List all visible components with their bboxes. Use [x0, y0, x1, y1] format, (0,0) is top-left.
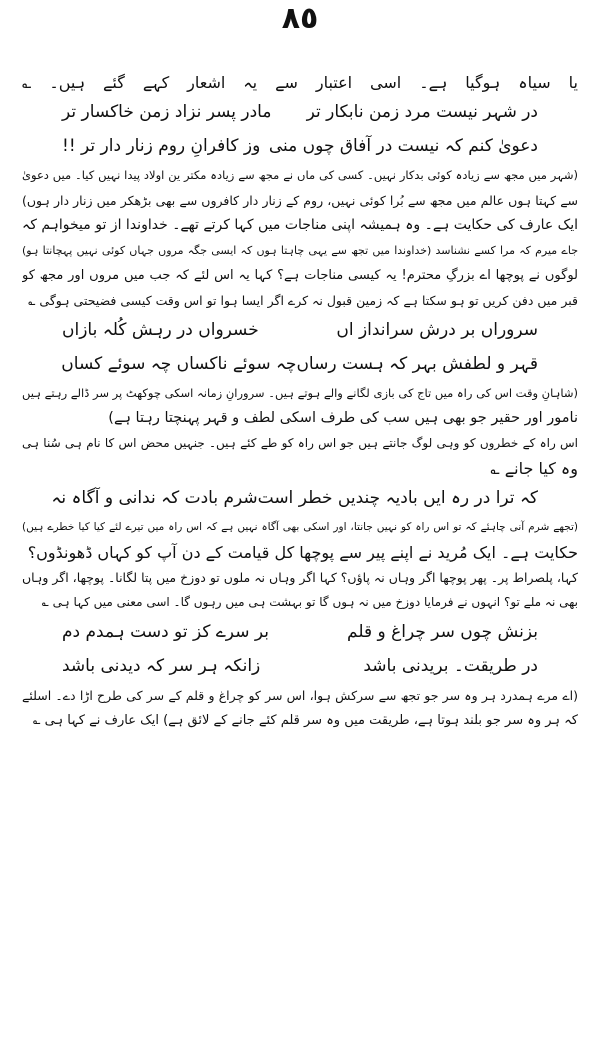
verse-couplet	[22, 649, 578, 683]
verse-hemistich-right: در شہر نیست مرد زمن نابکار تر	[306, 102, 538, 122]
verse-hemistich-right: دعویٰ کنم کہ نیست در آفاق چوں منی	[268, 136, 538, 156]
verse-hemistich-left: زانکہ ہر سر کہ دیدنی باشد	[62, 656, 261, 676]
text-line: کہا، پلصراط پر۔ پھر پوچھا اگر وہاں نہ پاؤں؟ کہا اگر وہاں نہ ملوں تو دوزخ میں پتا لگانا۔ پوچھا، اگر وہاں	[22, 570, 578, 585]
translation-line: (تجھے شرم آنی چاہئے کہ تو اس راہ کو نہیں جانتا، اور اسکی بھی آگاہ نہیں ہے کہ اس راہ میں تیرے لئے کیا کیا خطرے ہیں)	[22, 521, 578, 533]
text-line: حکایت ہے۔ ایک مُرید نے اپنے پیر سے پوچھا کل قیامت کے دن آپ کو کہاں ڈھونڈوں؟	[27, 543, 578, 562]
verse-couplet	[22, 347, 578, 381]
verse-hemistich-right: در طریقت۔ بریدنی باشد	[363, 656, 538, 676]
verse-hemistich-left: مادر پسر نزاد زمن خاکسار تر	[62, 102, 272, 122]
verse-couplet	[22, 129, 578, 163]
text-line: (شہر میں مجھ سے زیادہ کوئی بدکار نہیں۔ کسی کی ماں نے مجھ سے زیادہ مکتر ین اولاد پیدا نہیں کیا۔ میں دعویٰ	[22, 168, 578, 182]
verse-hemistich-left: چہ سوئے ناکساں چہ سوئے کساں	[61, 354, 297, 374]
text-line: ایک عارف کی حکایت ہے۔ وہ ہمیشہ اپنی مناجات میں کہا کرتے تھے۔ خداوندا از تو میخواہم کہ	[22, 217, 578, 233]
verse-hemistich-right: بزنش چوں سر چراغ و قلم	[347, 622, 538, 642]
translation-line: (اے مرے ہمدرد ہر وہ سر جو تجھ سے سرکش ہوا، اس سر کو چراغ و قلم کے سر کی طرح اڑا دے۔ اسلئے	[22, 688, 578, 703]
verse-hemistich-right: کہ ترا در رہ ایں بادیہ چندیں خطر است	[257, 488, 538, 508]
verse-hemistich-left: بر سرے کز تو دست ہمدم دم	[62, 622, 269, 642]
translation-line: (شاہانِ وقت اس کی راہ میں تاج کی بازی لگانے والے ہوتے ہیں۔ سرورانِ زمانہ اسکی چوکھٹ پر سر ڈالے رہتے ہیں	[22, 386, 578, 400]
translation-line: نامور اور حقیر جو بھی ہیں سب کی طرف اسکی لطف و قہر پہنچتا رہتا ہے)	[108, 410, 578, 426]
text-line: کہ ہر وہ سر جو بلند ہوتا ہے، طریقت میں وہ سر قلم کئے جانے کے لائق ہے) ایک عارف نے کہا ہی ؎	[32, 713, 578, 728]
verse-couplet	[22, 313, 578, 347]
verse-hemistich-right: قہر و لطفش بہر کہ ہست رساں	[296, 354, 538, 374]
text-line: اس راہ کے خطروں کو وہی لوگ جانتے ہیں جو اس راہ کو طے کئے ہیں۔ جنہیں محض اس کا نام ہی سُنا ہی	[22, 436, 578, 450]
verse-couplet	[22, 615, 578, 649]
text-line: لوگوں نے پوچھا اے بزرگِ محترم! یہ کیسی مناجات ہے؟ کہا یہ اس لئے کہ جب میں مروں اور مجھ کو	[22, 268, 578, 283]
verse-hemistich-right: سروراں بر درش سرانداز اں	[336, 320, 538, 340]
page-number: ٨٥	[281, 1, 319, 36]
verse-hemistich-left: شرم بادت کہ ندانی و آگاہ نہ	[51, 488, 258, 508]
verse-hemistich-left: وز کافرانِ روم زنار دار تر !!	[62, 136, 261, 156]
text-line: قبر میں دفن کریں تو ہو سکتا ہے کہ زمین قبول نہ کرے اگر ایسا ہوا تو اس وقت کیسی فضیحتی ہوگی ؎	[28, 293, 578, 308]
text-body	[22, 70, 578, 733]
text-line: سے کہتا ہوں عالم میں مجھ سے بُرا کوئی نہیں، روم کے زنار دار کافروں سے بھی بڑھکر میں زنار دار ہوں)	[22, 193, 578, 208]
text-line: بھی نہ ملے تو؟ انہوں نے فرمایا دوزخ میں نہ ہوں گا تو بہشت ہی میں رہوں گا۔ اسی معنی میں کہا ہی ؎	[41, 595, 578, 609]
text-line: وہ کیا جانے ؎	[490, 459, 578, 478]
text-line: یا سیاہ ہوگیا ہے۔ اسی اعتبار سے یہ اشعار کہے گئے ہیں۔ ؎	[22, 73, 578, 92]
verse-couplet	[22, 481, 578, 515]
verse-couplet	[22, 95, 578, 129]
verse-hemistich-left: خسرواں در رہش کُلہ بازاں	[62, 320, 259, 340]
text-line: جاے میرم کہ مرا کسے نشناسد (خداوندا میں تجھ سے یہی چاہتا ہوں کہ ایسی جگہ مروں جہاں کوئی نہیں پہچانتا ہو)	[22, 244, 578, 257]
